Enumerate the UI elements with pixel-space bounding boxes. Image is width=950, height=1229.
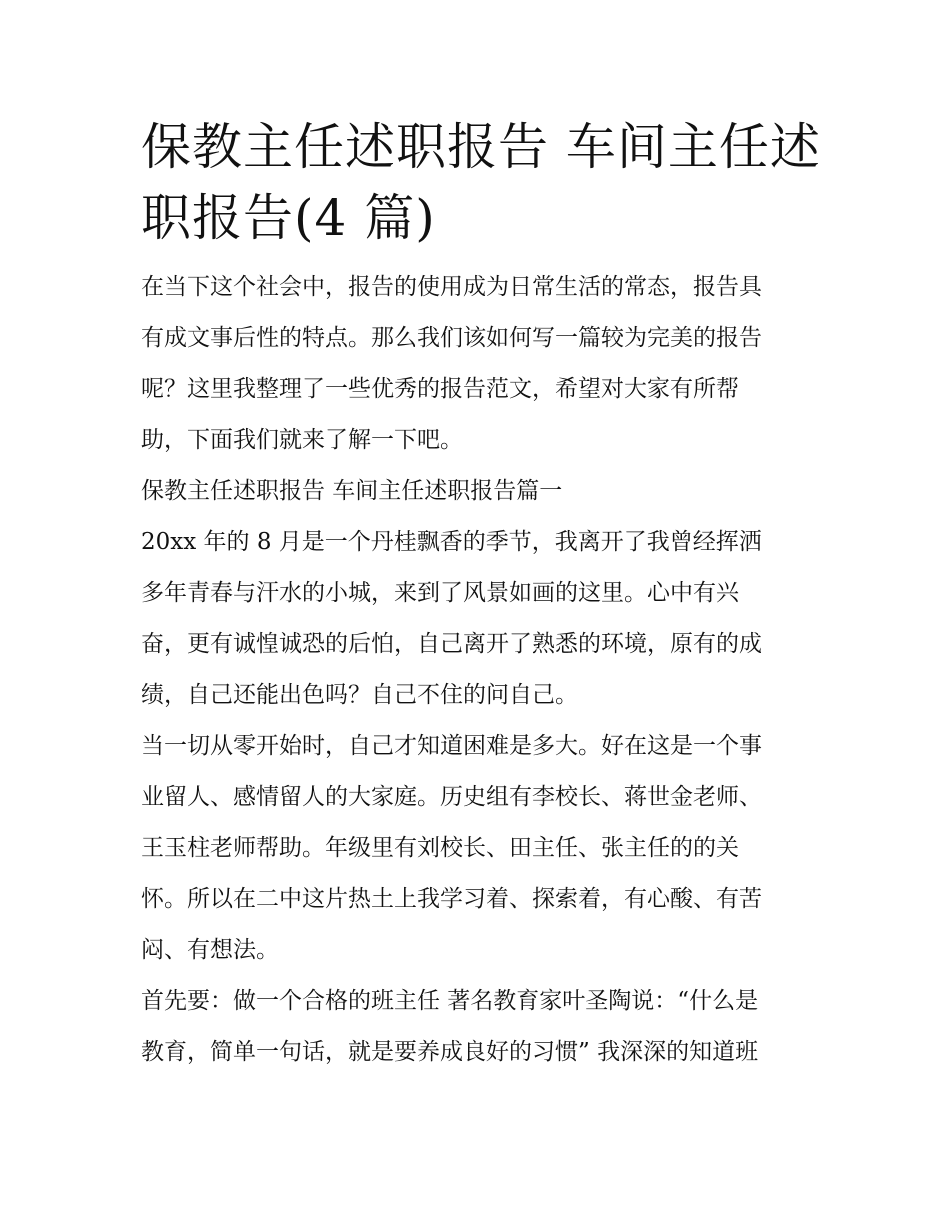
text-line: 呢？这里我整理了一些优秀的报告范文，希望对大家有所帮	[141, 376, 739, 402]
text-line: 闷、有想法。	[141, 937, 279, 963]
text-line: 怀。所以在二中这片热土上我学习着、探索着，有心酸、有苦	[141, 886, 762, 912]
text-line: 保教主任述职报告 车间主任述职报告篇一	[141, 478, 563, 504]
title-line: 保教主任述职报告 车间主任述	[141, 118, 821, 176]
document-page	[141, 112, 821, 1078]
title-line: 职报告(4 篇)	[141, 189, 436, 247]
text-line: 助，下面我们就来了解一下吧。	[141, 427, 463, 453]
text-line: 当一切从零开始时，自己才知道困难是多大。好在这是一个事	[141, 733, 762, 759]
text-line: 多年青春与汗水的小城，来到了风景如画的这里。心中有兴	[141, 580, 739, 606]
body-paragraph	[141, 517, 813, 721]
body-paragraph	[141, 976, 813, 1078]
text-line: 王玉柱老师帮助。年级里有刘校长、田主任、张主任的的关	[141, 835, 739, 861]
text-line: 20xx 年的 8 月是一个丹桂飘香的季节，我离开了我曾经挥洒	[141, 529, 762, 555]
document-title	[141, 112, 821, 254]
section-heading	[141, 466, 813, 517]
intro-paragraph	[141, 262, 813, 466]
text-line: 奋，更有诚惶诚恐的后怕，自己离开了熟悉的环境，原有的成	[141, 631, 762, 657]
text-line: 在当下这个社会中，报告的使用成为日常生活的常态，报告具	[141, 274, 762, 300]
text-line: 首先要：做一个合格的班主任 著名教育家叶圣陶说：“什么是	[141, 988, 759, 1014]
body-paragraph	[141, 721, 813, 976]
text-line: 有成文事后性的特点。那么我们该如何写一篇较为完美的报告	[141, 325, 762, 351]
text-line: 业留人、感情留人的大家庭。历史组有李校长、蒋世金老师、	[141, 784, 762, 810]
text-line: 教育，简单一句话，就是要养成良好的习惯” 我深深的知道班	[141, 1039, 759, 1065]
text-line: 绩，自己还能出色吗？自己不住的问自己。	[141, 682, 578, 708]
